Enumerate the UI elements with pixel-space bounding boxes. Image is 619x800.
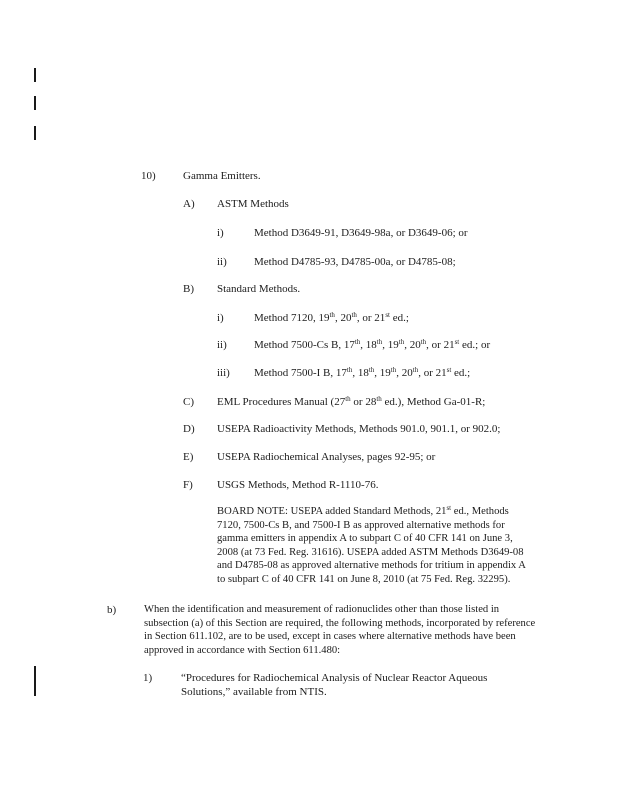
section-paragraph: When the identification and measurement of radionuclides other than those listed in subsection (a) of this Section are required, the following methods, incorporated by reference in Section 611.102, are to be used, except in cases where alternative methods have been approved in accordance with Section 611.480: [144,604,536,656]
method-text: Method D3649-91, D3649-98a, or D3649-06; or [254,227,468,239]
item-number: 1) [143,672,153,684]
item-number: 10) [141,170,156,182]
method-text: Method 7500-I B, 17th, 18th, 19th, 20th, or 21st ed.; [254,366,471,379]
method-text: Method 7500-Cs B, 17th, 18th, 19th, 20th, or 21st ed.; or [254,338,491,351]
change-bar [34,68,36,82]
item-text: Solutions,” available from NTIS. [181,686,327,698]
subsection-letter: F) [183,479,193,491]
item-number: i) [217,312,224,324]
subsection-letter: C) [183,396,194,408]
change-bar [34,126,36,140]
subsection-letter: B) [183,283,194,295]
change-bar [34,666,36,696]
item-text: “Procedures for Radiochemical Analysis of Nuclear Reactor Aqueous [181,672,488,684]
method-text: USEPA Radioactivity Methods, Methods 901.0, 901.1, or 902.0; [217,423,501,435]
method-text: USEPA Radiochemical Analyses, pages 92-95; or [217,451,436,463]
method-text: EML Procedures Manual (27th or 28th ed.), Method Ga-01-R; [217,395,486,408]
subsection-heading: Standard Methods. [217,283,301,295]
method-text: USGS Methods, Method R-1110-76. [217,479,379,491]
subsection-letter: E) [183,451,194,463]
section-letter: b) [107,604,117,616]
method-text: Method 7120, 19th, 20th, or 21st ed.; [254,311,409,324]
subsection-heading: ASTM Methods [217,198,289,210]
change-bar [34,96,36,110]
board-note: BOARD NOTE: USEPA added Standard Methods, 21st ed., Methods 7120, 7500-Cs B, and 7500-I B as approved alternative methods for gamma emitters in appendix A to subpart C of 40 CFR 141 on June 3, 2008 (at 73 Fed. Reg. 31616). USEPA added ASTM Methods D3649-08 and D4785-08 as approved alternative methods for tritium in appendix A to subpart C of 40 CFR 141 on June 8, 2010 (at 75 Fed. Reg. 32295). [217,504,526,585]
subsection-letter: D) [183,423,195,435]
subsection-letter: A) [183,198,195,210]
item-number: ii) [217,256,227,268]
item-number: ii) [217,339,227,351]
item-number: iii) [217,367,230,379]
method-text: Method D4785-93, D4785-00a, or D4785-08; [254,256,456,268]
item-heading: Gamma Emitters. [183,170,261,182]
item-number: i) [217,227,224,239]
